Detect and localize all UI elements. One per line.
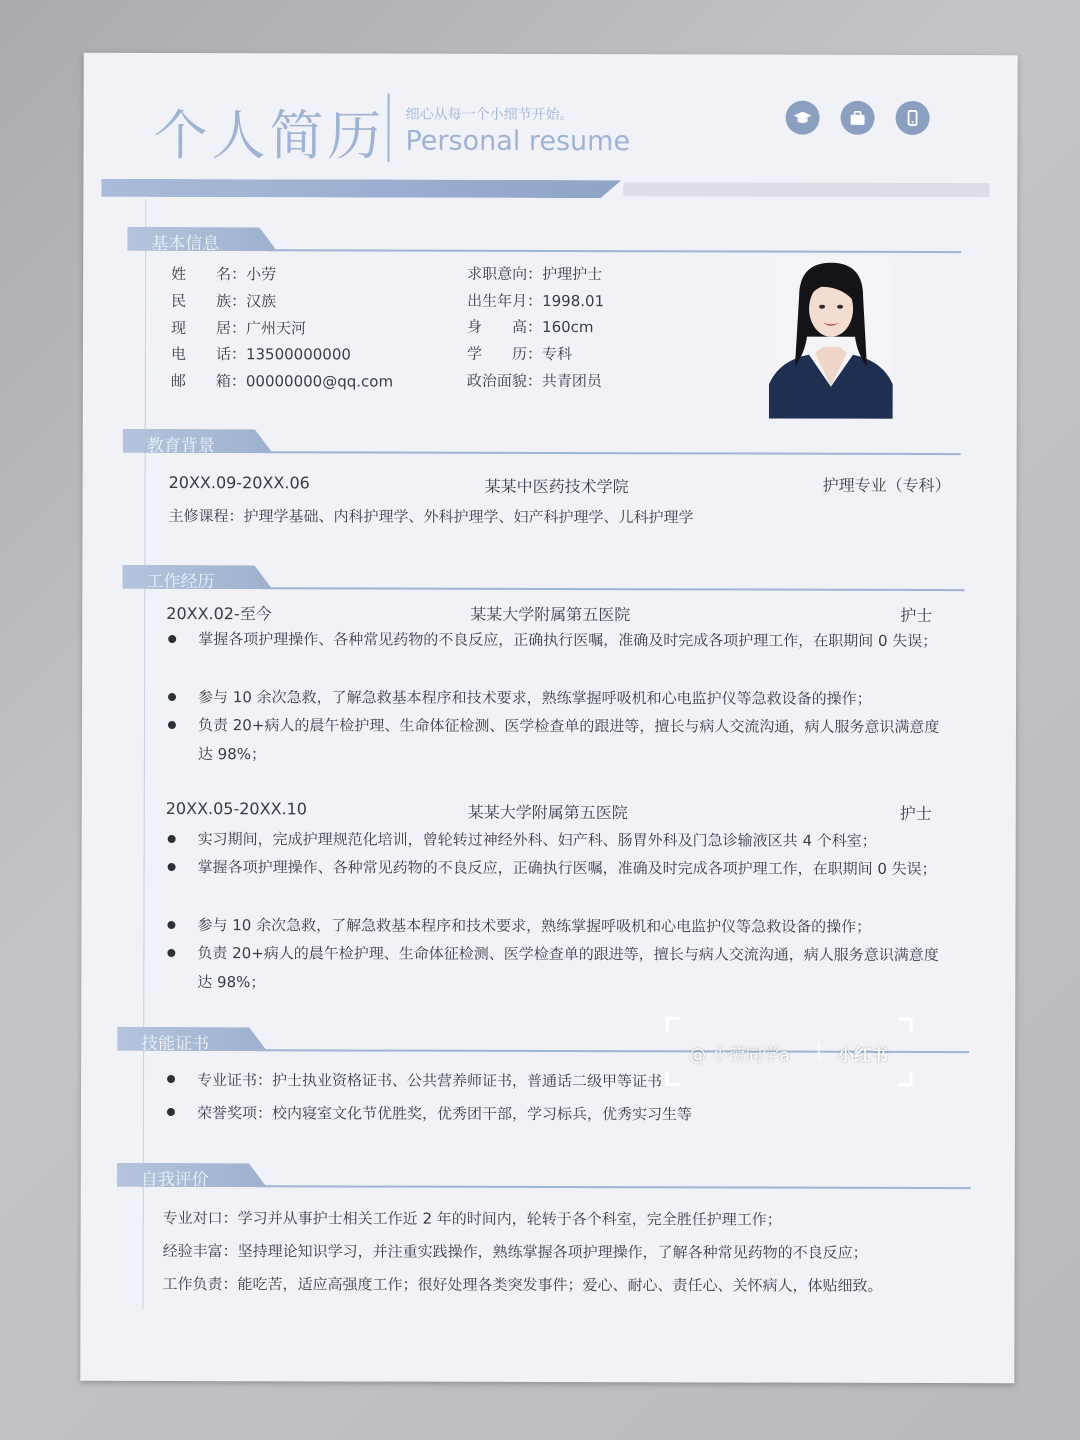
resume-page [80, 53, 1017, 1383]
section-education [123, 429, 961, 455]
section-self-eval [117, 1163, 971, 1189]
skill-awards: 荣誉奖项：校内寝室文化节优胜奖，优秀团干部，学习标兵，优秀实习生等 [196, 1104, 693, 1124]
info-email: 邮 箱：00000000@qq.com [170, 372, 394, 391]
job2-role: 护士 [899, 803, 932, 824]
job1-role: 护士 [900, 605, 933, 626]
info-ethnicity: 民 族：汉族 [171, 292, 277, 311]
job1-bullet-3: 负责 20+病人的晨午检护理、生命体征检测、医学检查单的跟进等，擅长与病人交流沟通，病人服务意识满意度达 98%； [197, 716, 940, 764]
info-residence: 现 居：广州天河 [170, 319, 307, 338]
job1-bullet-1: 掌握各项护理操作、各种常见药物的不良反应，正确执行医嘱，准确及时完成各项护理工作，在职期间 0 失误； [198, 630, 938, 651]
section-rule [263, 451, 961, 455]
skill-cert: 专业证书：护士执业资格证书、公共营养师证书，普通话二级甲等证书 [197, 1071, 663, 1091]
section-title: 教育背景 [146, 435, 215, 457]
resume-title: 个人简历 [153, 103, 386, 168]
phone-icon [896, 101, 930, 135]
section-title: 自我评价 [140, 1169, 209, 1191]
header-band-light [623, 182, 989, 197]
info-height: 身 高：160cm [467, 317, 594, 337]
job1-bullet-2: 参与 10 余次急救，了解急救基本程序和技术要求，熟练掌握呼吸机和心电监护仪等急救设备的操作； [198, 688, 872, 708]
bullet-dot [167, 1108, 175, 1116]
section-work [122, 565, 964, 591]
watermark-user: @ 小劳同学a [689, 1045, 790, 1066]
edu-period: 20XX.09-20XX.06 [168, 473, 310, 493]
graduation-cap-icon [786, 101, 820, 135]
section-rule [267, 249, 961, 253]
section-basic-info [127, 227, 961, 253]
job2-bullet-3: 参与 10 余次急救，了解急救基本程序和技术要求，熟练掌握呼吸机和心电监护仪等急救设备的操作； [197, 916, 872, 936]
watermark [665, 1016, 913, 1087]
bullet-dot [168, 863, 176, 871]
section-rule [262, 587, 964, 591]
edu-major: 护理专业（专科） [822, 475, 951, 496]
self-eval-line-3: 工作负责：能吃苦，适应高强度工作；很好处理各类突发事件；爱心、耐心、责任心、关怀病人，体贴细致。 [162, 1274, 883, 1295]
self-eval-line-2: 经验丰富：坚持理论知识学习，并注重实践操作，熟练掌握各项护理操作，了解各种常见药物的不良反应； [162, 1241, 868, 1262]
job1-period: 20XX.02-至今 [166, 603, 272, 624]
job2-bullet-1: 实习期间，完成护理规范化培训，曾轮转过神经外科、妇产科、肠胃外科及门急诊输液区共 4 个科室； [197, 830, 877, 850]
briefcase-icon [841, 101, 875, 135]
section-title: 工作经历 [146, 571, 215, 593]
bullet-dot [168, 835, 176, 843]
job2-bullet-4: 负责 20+病人的晨午检护理、生命体征检测、医学检查单的跟进等，擅长与病人交流沟通，病人服务意识满意度达 98%； [197, 944, 939, 992]
info-birth: 出生年月：1998.01 [467, 291, 605, 311]
info-political: 政治面貌：共青团员 [466, 371, 602, 391]
subtitle: Personal resume [405, 125, 631, 158]
bullet-dot [168, 635, 176, 643]
self-eval-line-1: 专业对口：学习并从事护士相关工作近 2 年的时间内，轮转于各个科室，完全胜任护理工作； [162, 1208, 782, 1229]
bullet-dot [167, 949, 175, 957]
job2-org: 某某大学附属第五医院 [467, 802, 628, 823]
bullet-dot [168, 721, 176, 729]
info-job-intention: 求职意向：护理护士 [467, 264, 603, 284]
watermark-brand: 小红书 [837, 1045, 889, 1066]
job2-period: 20XX.05-20XX.10 [165, 798, 308, 819]
bullet-dot [167, 921, 175, 929]
info-phone: 电 话：13500000000 [170, 345, 351, 364]
job2-bullet-2: 掌握各项护理操作、各种常见药物的不良反应，正确执行医嘱，准确及时完成各项护理工作，在职期间 0 失误； [197, 858, 937, 879]
bullet-dot [167, 1075, 175, 1083]
edu-school: 某某中医药技术学院 [484, 476, 629, 497]
edu-courses: 主修课程：护理学基础、内科护理学、外科护理学、妇产科护理学、儿科护理学 [168, 507, 694, 527]
section-title: 基本信息 [151, 233, 220, 255]
profile-photo [769, 257, 893, 419]
info-name: 姓 名：小劳 [171, 265, 277, 284]
header-band [101, 179, 621, 198]
info-education: 学 历：专科 [466, 344, 573, 364]
job1-org: 某某大学附属第五医院 [470, 604, 631, 625]
section-rule [257, 1185, 971, 1189]
slogan: 细心从每一个小细节开始。 [405, 106, 574, 124]
title-divider [387, 94, 389, 162]
left-rule [142, 199, 146, 1309]
section-title: 技能证书 [141, 1033, 210, 1055]
bullet-dot [168, 693, 176, 701]
